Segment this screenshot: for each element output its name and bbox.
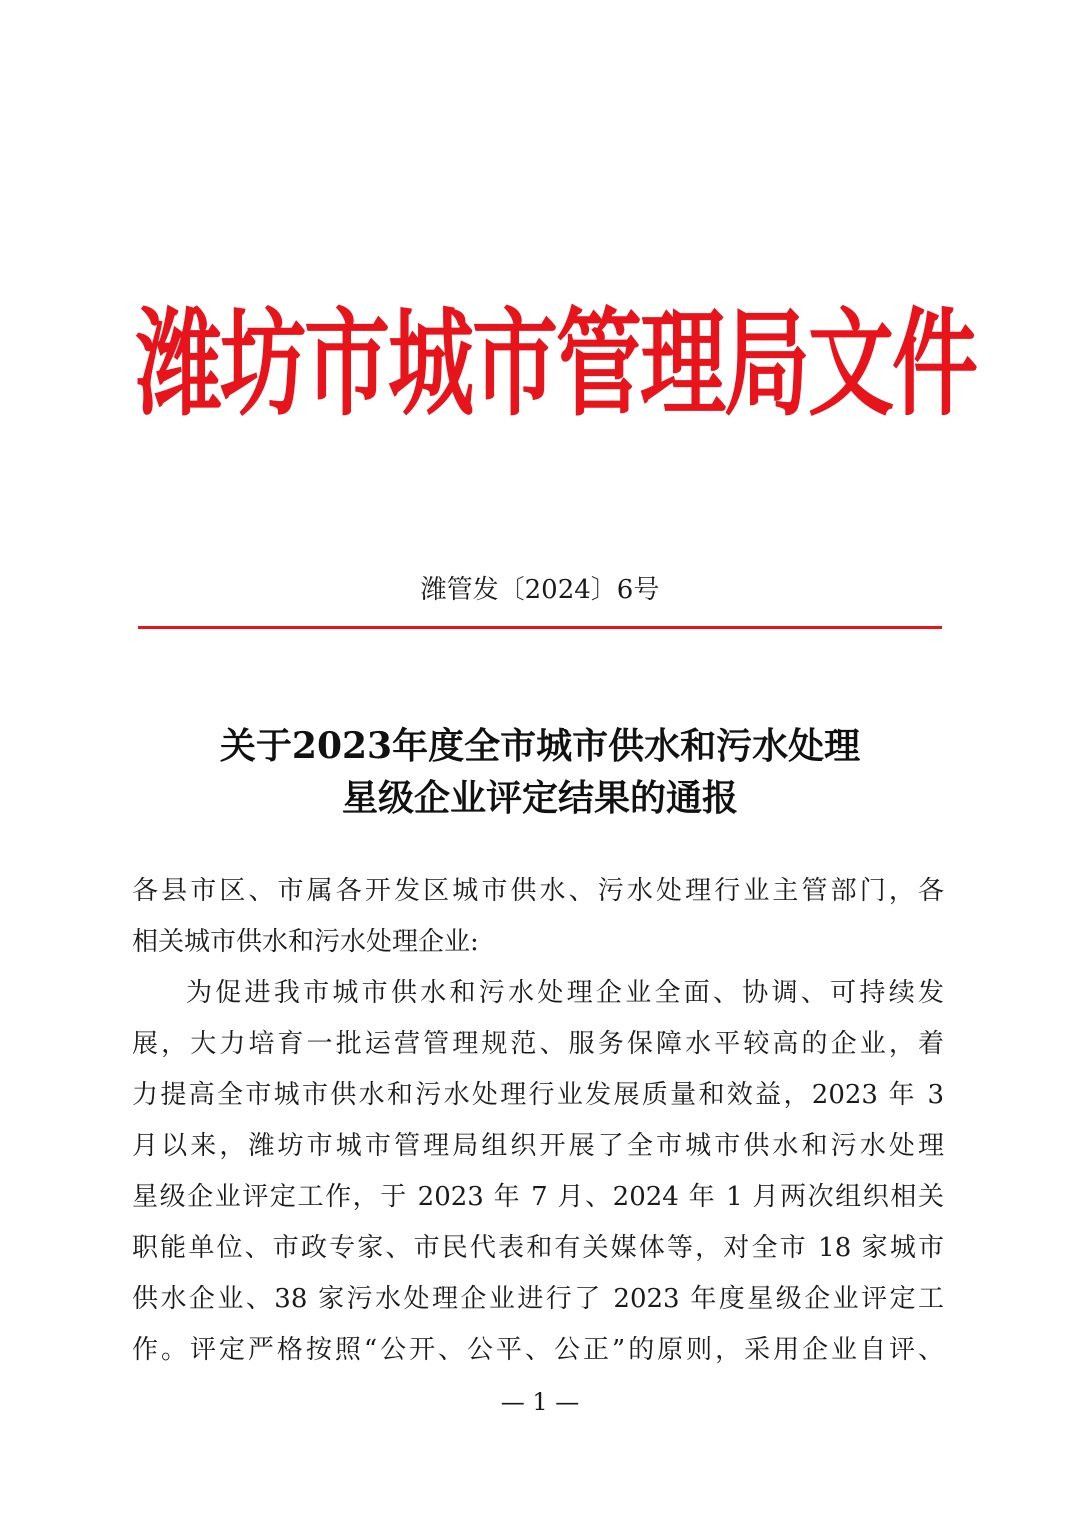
document-title-line-2: 星级企业评定结果的通报 [341,777,738,819]
body-line: 供水企业、38 家污水处理企业进行了 2023 年度星级企业评定工 [132,1284,944,1314]
document-title [0,720,1080,824]
body-line: 展，大力培育一批运营管理规范、服务保障水平较高的企业，着 [132,1029,944,1059]
page-number: — 1 — [500,1388,580,1416]
body-line: 职能单位、市政专家、市民代表和有关媒体等，对全市 18 家城市 [132,1233,944,1263]
body-line: 为促进我市城市供水和污水处理企业全面、协调、可持续发 [186,978,944,1008]
body-line: 月以来，潍坊市城市管理局组织开展了全市城市供水和污水处理 [132,1131,944,1161]
body-line: 各县市区、市属各开发区城市供水、污水处理行业主管部门，各 [132,876,944,906]
body-line: 相关城市供水和污水处理企业: [132,927,479,957]
document-number: 潍管发〔2024〕6号 [420,575,660,605]
body-line: 星级企业评定工作，于 2023 年 7 月、2024 年 1 月两次组织相关 [132,1182,944,1212]
issuer-header-title: 潍坊市城市管理局文件 [136,297,976,433]
document-body [132,866,944,1376]
body-line: 作。评定严格按照“公开、公平、公正”的原则，采用企业自评、 [132,1335,944,1365]
red-divider-line [138,626,942,629]
body-line: 力提高全市城市供水和污水处理行业发展质量和效益，2023 年 3 [132,1080,944,1110]
document-title-line-1: 关于2023年度全市城市供水和污水处理 [219,725,861,767]
